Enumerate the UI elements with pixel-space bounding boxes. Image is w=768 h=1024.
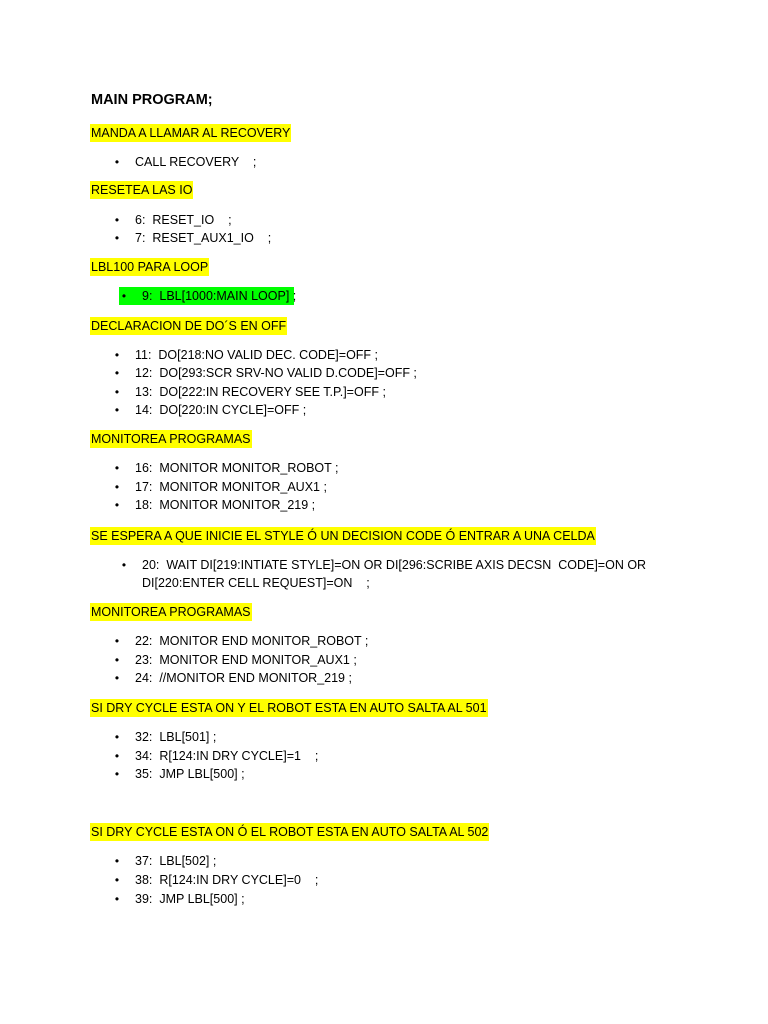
list-item: • 35: JMP LBL[500] ; bbox=[112, 765, 126, 783]
bullet-icon: • bbox=[114, 892, 120, 906]
list-item: • 34: R[124:IN DRY CYCLE]=1 ; bbox=[112, 747, 126, 765]
bullet-icon: • bbox=[114, 403, 120, 417]
section-heading: MONITOREA PROGRAMAS bbox=[91, 605, 251, 619]
bullet-icon: • bbox=[114, 231, 120, 245]
bullet-icon: • bbox=[114, 730, 120, 744]
section-heading: DECLARACION DE DO´S EN OFF bbox=[91, 319, 287, 333]
bullet-icon: • bbox=[114, 749, 120, 763]
list-item: • 11: DO[218:NO VALID DEC. CODE]=OFF ; bbox=[112, 346, 126, 364]
section-heading: MONITOREA PROGRAMAS bbox=[91, 432, 251, 446]
list-item: • 20: WAIT DI[219:INTIATE STYLE]=ON OR DI[296:SCRIBE AXIS DECSN CODE]=ON OR DI[220:ENTER CELL REQUEST]=ON ; bbox=[119, 556, 133, 592]
bullet-icon: • bbox=[114, 653, 120, 667]
list-item: • 14: DO[220:IN CYCLE]=OFF ; bbox=[112, 401, 126, 419]
list-item: • CALL RECOVERY ; bbox=[112, 153, 126, 171]
list-item: • 6: RESET_IO ; bbox=[112, 211, 126, 229]
list-item: • 18: MONITOR MONITOR_219 ; bbox=[112, 496, 126, 514]
section-heading: LBL100 PARA LOOP bbox=[91, 260, 209, 274]
list-item: • 23: MONITOR END MONITOR_AUX1 ; bbox=[112, 651, 126, 669]
list-item: • 9: LBL[1000:MAIN LOOP] ; bbox=[119, 287, 133, 305]
section-heading: SI DRY CYCLE ESTA ON Ó EL ROBOT ESTA EN AUTO SALTA AL 502 bbox=[91, 825, 489, 839]
bullet-icon: • bbox=[114, 385, 120, 399]
list-item: • 7: RESET_AUX1_IO ; bbox=[112, 229, 126, 247]
bullet-icon: • bbox=[114, 873, 120, 887]
list-item: • 13: DO[222:IN RECOVERY SEE T.P.]=OFF ; bbox=[112, 383, 126, 401]
section-heading: MANDA A LLAMAR AL RECOVERY bbox=[91, 126, 291, 140]
bullet-icon: • bbox=[114, 767, 120, 781]
list-item: • 24: //MONITOR END MONITOR_219 ; bbox=[112, 669, 126, 687]
bullet-icon: • bbox=[114, 671, 120, 685]
bullet-icon: • bbox=[114, 854, 120, 868]
list-item: • 17: MONITOR MONITOR_AUX1 ; bbox=[112, 478, 126, 496]
list-item: • 32: LBL[501] ; bbox=[112, 728, 126, 746]
bullet-icon: • bbox=[114, 213, 120, 227]
bullet-icon: • bbox=[114, 461, 120, 475]
list-item: • 16: MONITOR MONITOR_ROBOT ; bbox=[112, 459, 126, 477]
bullet-icon: • bbox=[121, 558, 127, 572]
list-item: • 12: DO[293:SCR SRV-NO VALID D.CODE]=OFF ; bbox=[112, 364, 126, 382]
list-item: • 38: R[124:IN DRY CYCLE]=0 ; bbox=[112, 871, 126, 889]
bullet-icon: • bbox=[114, 348, 120, 362]
bullet-icon: • bbox=[114, 498, 120, 512]
section-heading: SE ESPERA A QUE INICIE EL STYLE Ó UN DECISION CODE Ó ENTRAR A UNA CELDA bbox=[91, 529, 595, 543]
page-title: MAIN PROGRAM; bbox=[91, 92, 213, 108]
list-item: • 39: JMP LBL[500] ; bbox=[112, 890, 126, 908]
section-heading: RESETEA LAS IO bbox=[91, 183, 193, 197]
bullet-icon: • bbox=[114, 366, 120, 380]
bullet-icon: • bbox=[114, 634, 120, 648]
section-heading: SI DRY CYCLE ESTA ON Y EL ROBOT ESTA EN AUTO SALTA AL 501 bbox=[91, 701, 487, 715]
bullet-icon: • bbox=[114, 480, 120, 494]
bullet-icon: • bbox=[121, 289, 127, 303]
bullet-icon: • bbox=[114, 155, 120, 169]
list-item: • 37: LBL[502] ; bbox=[112, 852, 126, 870]
list-item: • 22: MONITOR END MONITOR_ROBOT ; bbox=[112, 632, 126, 650]
